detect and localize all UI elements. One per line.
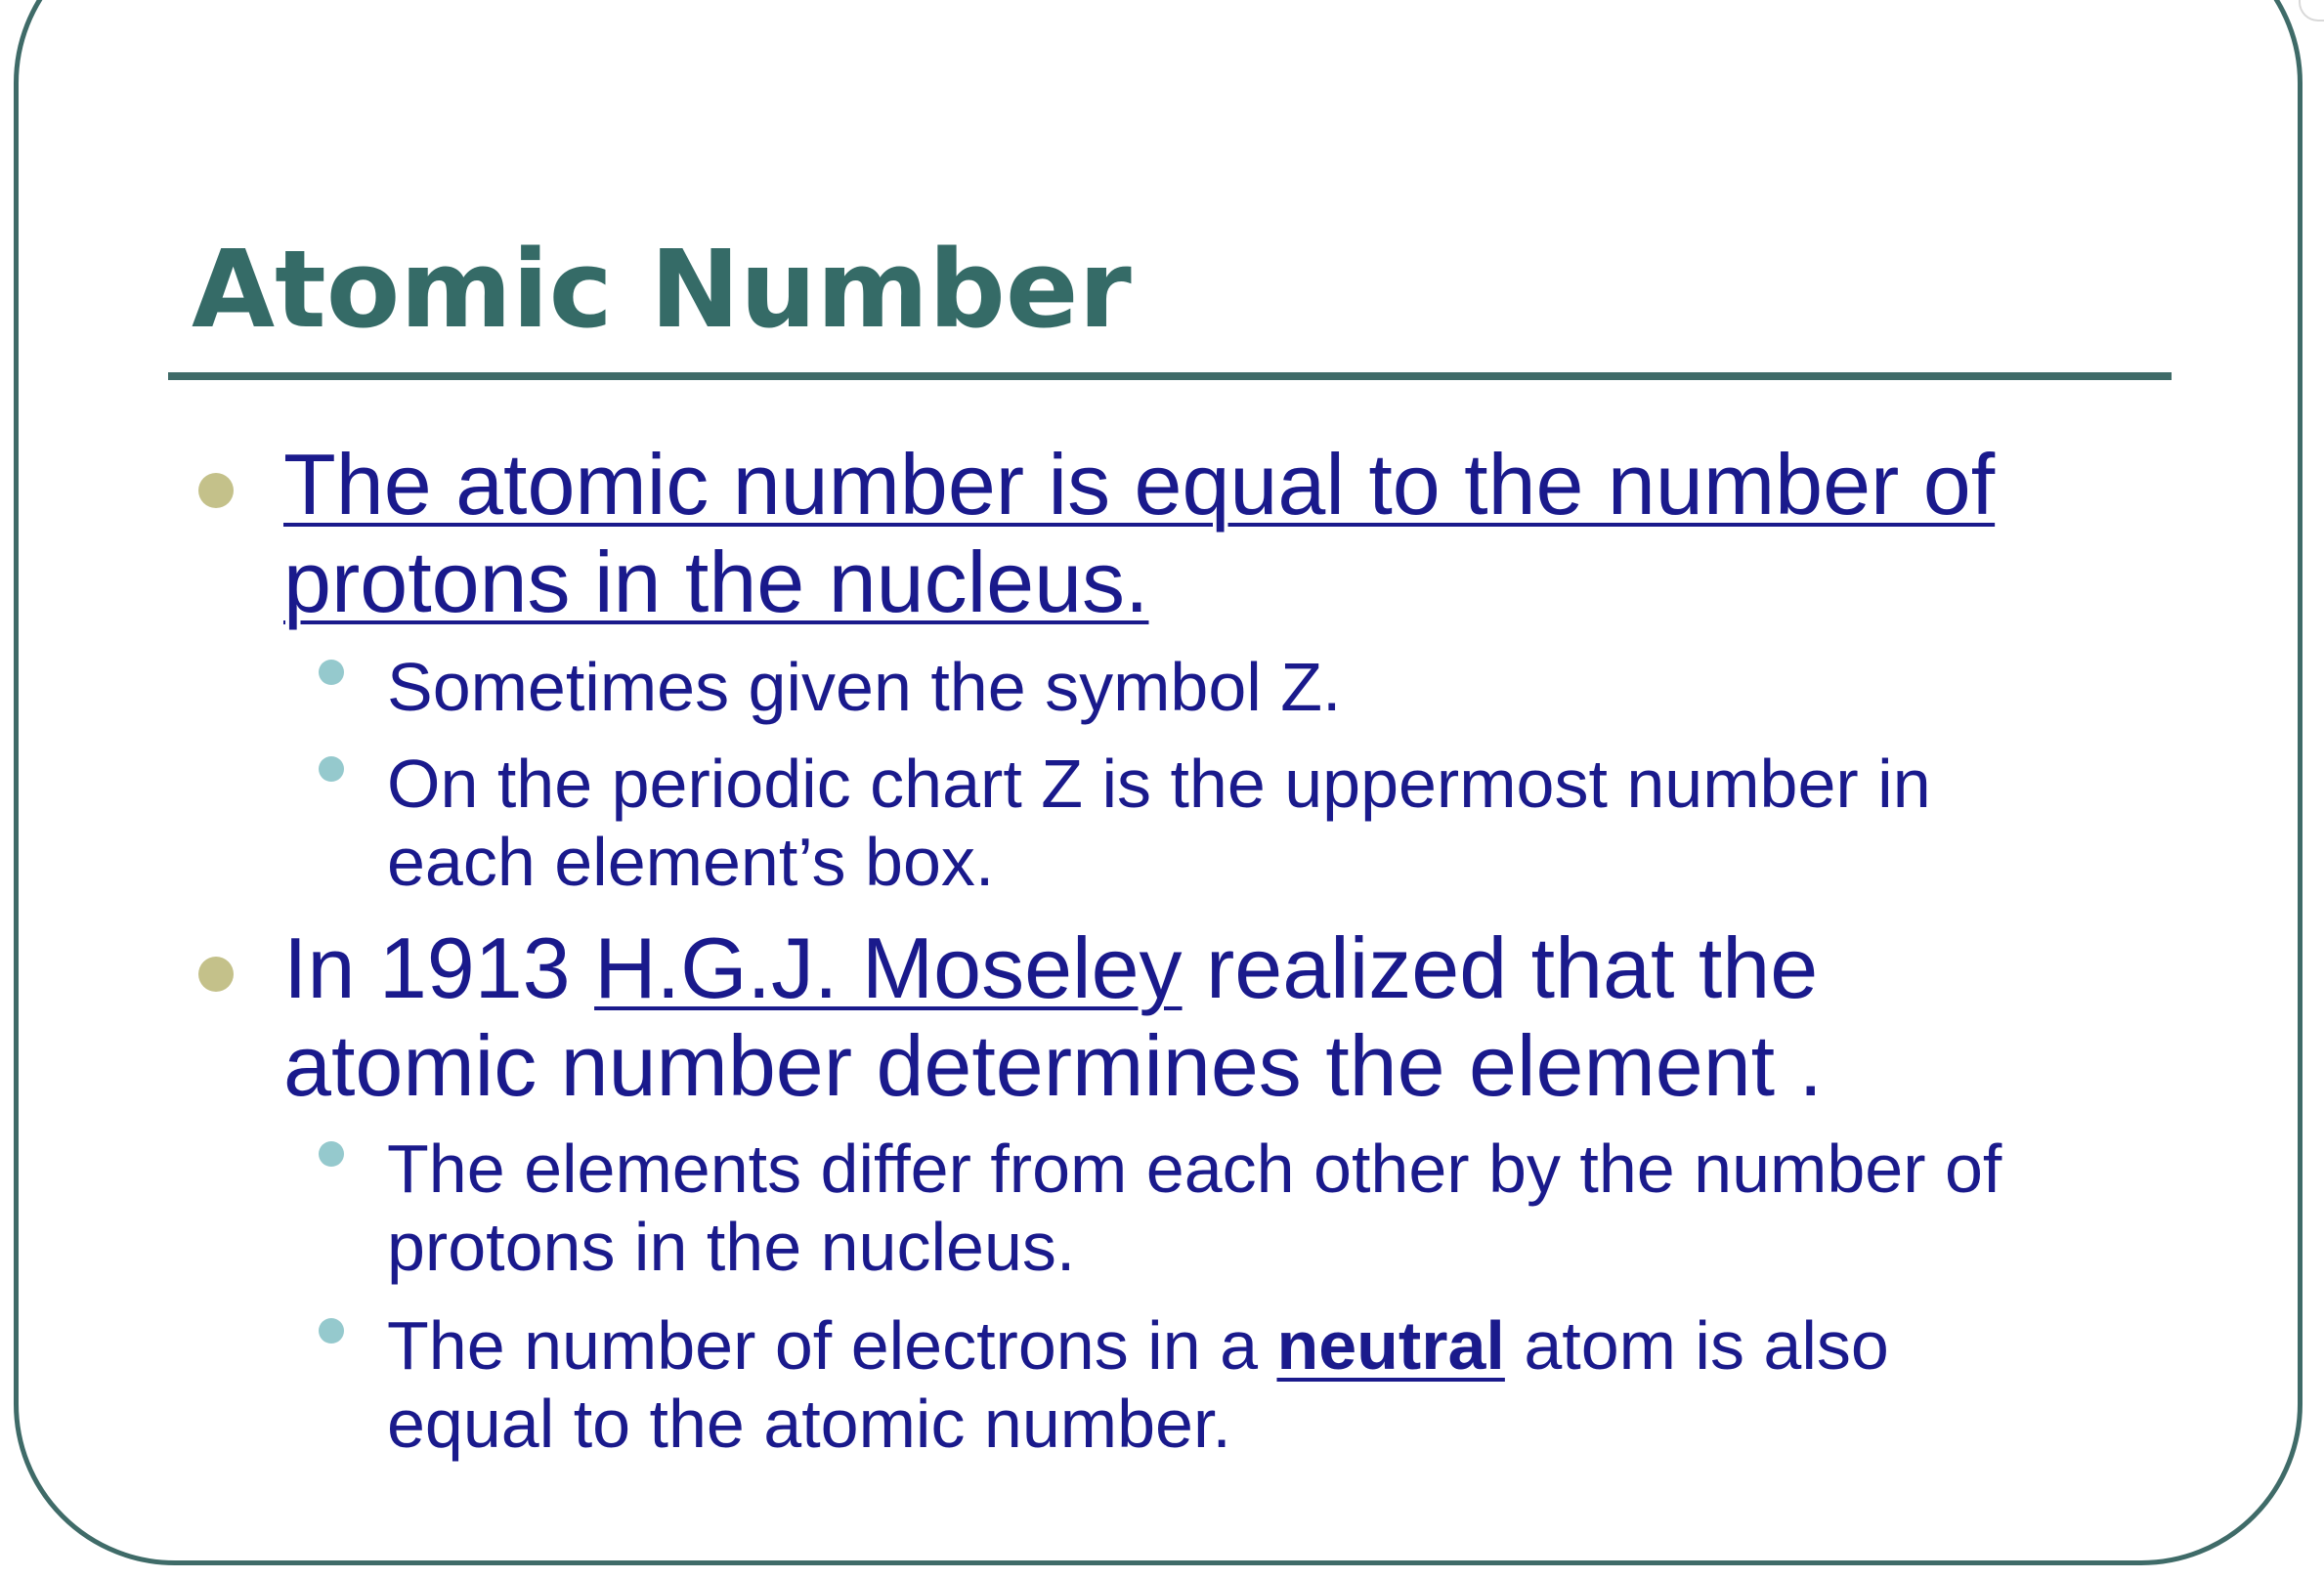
sub-bullet-2-1-line-1: The elements differ from each other by the number of [387, 1131, 2002, 1207]
sub-bullet-dot-1-1 [319, 660, 344, 685]
bullet-1-line-2[interactable]: protons in the nucleus. [283, 533, 1149, 630]
bullet-2-line-2: atomic number determines the element . [283, 1017, 1823, 1114]
sub-bullet-1-2-line-1: On the periodic chart Z is the uppermost number in [387, 746, 1931, 822]
title-divider [168, 372, 2172, 380]
slide-title: Atomic Number [192, 227, 1132, 352]
sub-bullet-dot-1-2 [319, 756, 344, 782]
corner-decoration [2299, 0, 2324, 21]
bullet-1-line-1[interactable]: The atomic number is equal to the number of [283, 436, 1996, 533]
bullet-2-line-1-after: realized that the [1182, 919, 1819, 1016]
bullet-2-line-1 [283, 920, 1818, 1016]
sub-bullet-2-2-after: atom is also [1504, 1307, 1889, 1384]
sub-bullet-2-2-line-1 [387, 1306, 1889, 1385]
bullet-2-line-1-before: In 1913 [283, 919, 595, 1016]
sub-bullet-dot-2-1 [319, 1141, 344, 1167]
sub-bullet-2-2-before: The number of electrons in a [387, 1307, 1277, 1384]
sub-bullet-1-2-line-2: each element’s box. [387, 824, 995, 900]
sub-bullet-2-1-line-2: protons in the nucleus. [387, 1209, 1076, 1285]
moseley-link[interactable]: H.G.J. Moseley [594, 919, 1183, 1016]
sub-bullet-1-1: Sometimes given the symbol Z. [387, 649, 1342, 725]
sub-bullet-dot-2-2 [319, 1318, 344, 1344]
neutral-emphasis[interactable]: neutral [1276, 1307, 1505, 1384]
bullet-dot-2 [198, 957, 234, 992]
sub-bullet-2-2-line-2: equal to the atomic number. [387, 1386, 1231, 1462]
bullet-dot-1 [198, 473, 234, 508]
